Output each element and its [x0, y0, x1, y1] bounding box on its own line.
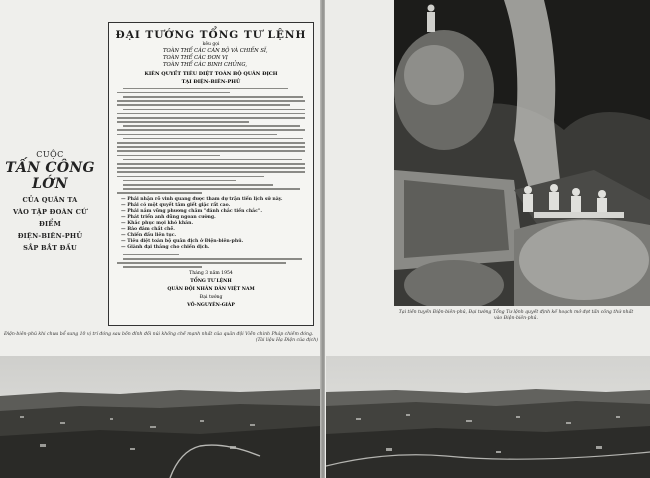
signature-line: TỔNG TƯ LỆNH	[190, 278, 232, 284]
panorama-left-photo	[0, 356, 320, 478]
addressee: TOÀN THỂ CÁC ĐƠN VỊ	[163, 55, 228, 62]
order-point: — Giành đại thắng cho chiến dịch.	[121, 244, 210, 250]
headline-line2: TẤN CÔNG LỚN	[5, 160, 95, 192]
signature-name: VÕ-NGUYÊN-GIÁP	[187, 302, 235, 308]
order-point: — Phát triển anh dũng ngoan cường.	[121, 214, 216, 220]
left-caption-credit: (Tài liệu Hạ Điện của địch)	[255, 338, 318, 343]
left-page	[0, 0, 322, 478]
right-caption: Tại tiền tuyến Điện-biên-phủ, Đại tướng Tổng Tư lệnh quyết định kế hoạch mở đợt tấn công thứ nhất vào Điện-biên-phủ.	[398, 310, 634, 321]
order-lead: TẠI ĐIỆN-BIÊN-PHỦ	[181, 78, 241, 85]
order-point: — Phải có một quyết tâm giết giặc rất cao.	[121, 202, 231, 208]
order-subtitle: kêu gọi	[202, 42, 220, 47]
order-point: — Bảo đảm chất chẽ.	[121, 226, 175, 232]
headline-line1: CUỘC	[36, 150, 64, 159]
signature-line: QUÂN ĐỘI NHÂN DÂN VIỆT NAM	[167, 286, 255, 292]
order-point: — Chiến đấu liên tục.	[121, 232, 177, 238]
command-post-photo	[394, 0, 650, 306]
general-order-box	[108, 22, 314, 326]
signature-line: Đại tướng	[199, 294, 223, 300]
left-caption	[4, 332, 318, 344]
order-point: — Khắc phục mọi khó khăn.	[121, 220, 194, 226]
headline-line4: VÀO TẬP ĐOÀN CỨ ĐIỂM	[13, 208, 87, 228]
order-point: — Phải nhận rõ vinh quang được tham dự trận tiến lịch sử này.	[121, 196, 283, 202]
order-body-text	[117, 88, 305, 194]
order-points	[121, 197, 313, 251]
headline-line5: ĐIỆN-BIÊN-PHỦ	[17, 232, 83, 240]
order-date: Tháng 3 năm 1954	[189, 270, 233, 276]
order-point: — Tiêu diệt toàn bộ quân địch ở Điện-biên-phủ.	[121, 238, 244, 244]
headline-line6: SẮP BẮT ĐẦU	[23, 244, 77, 252]
panorama-right-photo	[326, 356, 650, 478]
order-point: — Phải nắm vững phương châm "đánh chắc tiến chắc".	[121, 208, 262, 214]
addressee: TOÀN THỂ CÁC CÁN BỘ VÀ CHIẾN SĨ,	[163, 48, 268, 54]
order-lead: KIÊN QUYẾT TIÊU DIỆT TOÀN BỘ QUÂN ĐỊCH	[144, 70, 278, 77]
headline	[2, 150, 98, 254]
headline-line3: CỦA QUÂN TA	[22, 196, 78, 204]
left-caption-text: Điện-biên-phủ khi chưa bổ sung 10 vị trí đóng sau bốn đỉnh đồi núi khống chế mạnh nhất của quân đội Viễn chinh Pháp chiếm đóng.	[4, 332, 314, 337]
addressee: TOÀN THỂ CÁC BINH CHỦNG,	[163, 62, 247, 69]
order-title: ĐẠI TƯỚNG TỔNG TƯ LỆNH	[115, 29, 307, 41]
